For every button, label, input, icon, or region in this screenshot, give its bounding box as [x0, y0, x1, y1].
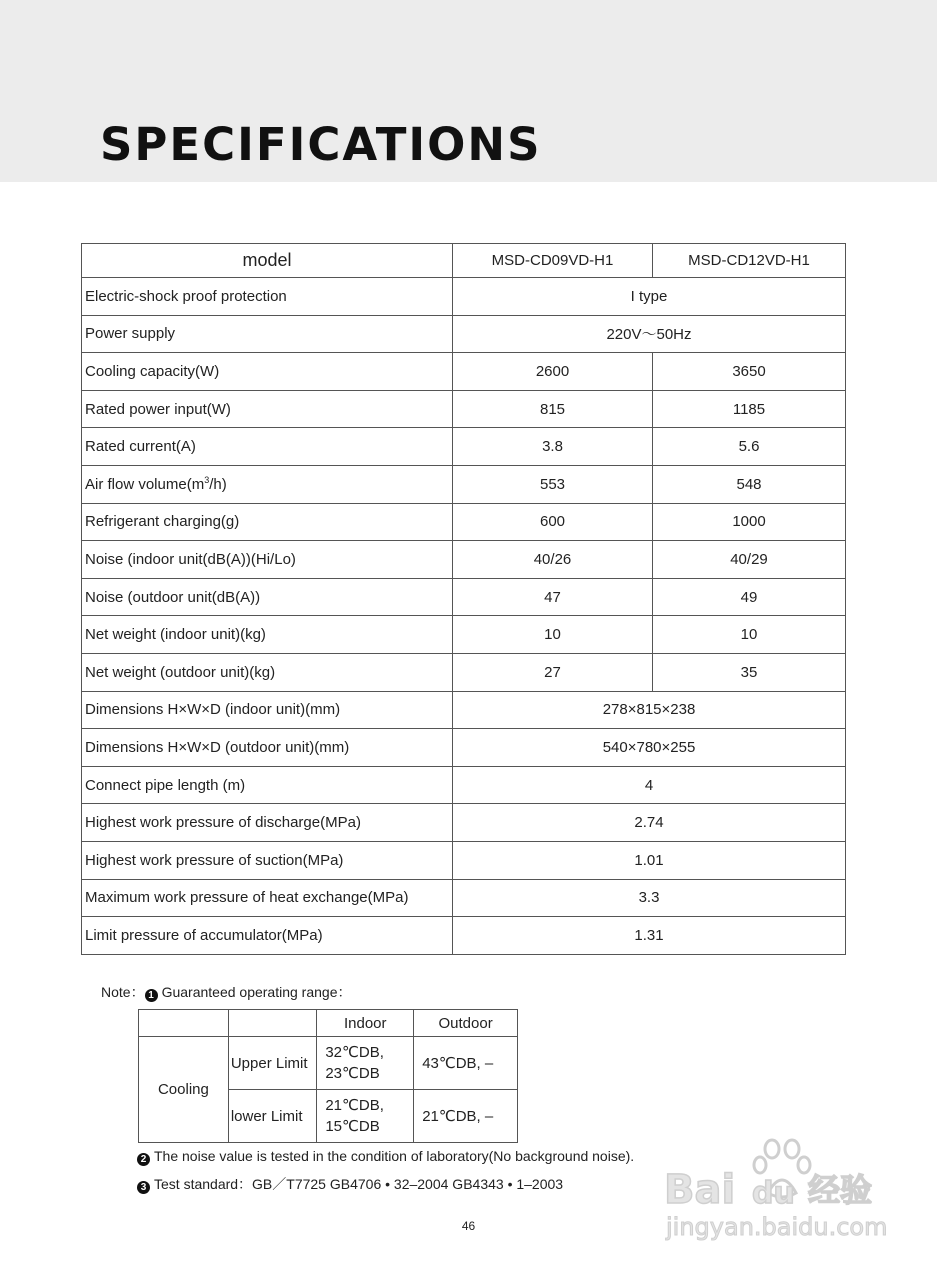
row-label: Net weight (outdoor unit)(kg): [82, 653, 453, 691]
row-value-model1: 553: [453, 465, 653, 503]
operating-range-table: [138, 1009, 518, 1143]
row-value-model2: 1185: [653, 390, 846, 428]
footnote-2: [137, 1148, 634, 1166]
note-marker-1: 1: [145, 989, 158, 1002]
row-value-model1: 3.8: [453, 428, 653, 466]
cooling-label: Cooling: [139, 1037, 229, 1143]
row-value-shared: 3.3: [453, 879, 846, 917]
table-row: [82, 691, 846, 729]
row-value-model1: 600: [453, 503, 653, 541]
row-label: Power supply: [82, 315, 453, 353]
table-row: [82, 503, 846, 541]
row-label: Noise (indoor unit(dB(A))(Hi/Lo): [82, 541, 453, 579]
row-label-part: /h): [209, 476, 227, 494]
lower-indoor-line1: 21℃DB,: [325, 1097, 384, 1114]
row-value-shared: 220V～50Hz: [453, 315, 846, 353]
row-label-superscript: 3: [204, 475, 210, 486]
upper-indoor-line1: 32℃DB,: [325, 1044, 384, 1061]
row-label: Noise (outdoor unit(dB(A)): [82, 578, 453, 616]
table-row: [82, 766, 846, 804]
lower-outdoor-value: 21℃DB, –: [414, 1090, 518, 1143]
range-header-row: [139, 1010, 518, 1037]
lower-indoor-line2: 15℃DB: [325, 1118, 380, 1135]
row-label: Highest work pressure of discharge(MPa): [82, 804, 453, 842]
note-1-text: Guaranteed operating range：: [161, 984, 352, 1000]
row-value-shared: I type: [453, 278, 846, 316]
lower-indoor-value: [317, 1090, 414, 1143]
row-value-shared: 4: [453, 766, 846, 804]
row-label: Cooling capacity(W): [82, 353, 453, 391]
table-row: [82, 879, 846, 917]
row-value-model1: 40/26: [453, 541, 653, 579]
row-label: Maximum work pressure of heat exchange(MPa): [82, 879, 453, 917]
row-value-model2: 40/29: [653, 541, 846, 579]
model1-header: MSD-CD09VD-H1: [453, 244, 653, 278]
table-row: [82, 578, 846, 616]
svg-text:jingyan.baidu.com: jingyan.baidu.com: [666, 1213, 888, 1241]
table-row: [82, 428, 846, 466]
row-value-shared: 2.74: [453, 804, 846, 842]
row-label: Connect pipe length (m): [82, 766, 453, 804]
row-value-model2: 35: [653, 653, 846, 691]
row-label: Refrigerant charging(g): [82, 503, 453, 541]
note-line: [101, 982, 352, 1002]
row-label: [82, 465, 453, 503]
row-label: Dimensions H×W×D (outdoor unit)(mm): [82, 729, 453, 767]
indoor-header: Indoor: [317, 1010, 414, 1037]
row-label: Dimensions H×W×D (indoor unit)(mm): [82, 691, 453, 729]
row-label: Net weight (indoor unit)(kg): [82, 616, 453, 654]
table-row: [82, 917, 846, 955]
upper-outdoor-value: 43℃DB, –: [414, 1037, 518, 1090]
row-value-model2: 49: [653, 578, 846, 616]
note-marker-2: 2: [137, 1153, 150, 1166]
range-header-empty-2: [228, 1010, 317, 1037]
upper-limit-label: Upper Limit: [228, 1037, 317, 1090]
svg-text:du: du: [752, 1176, 795, 1211]
svg-text:经验: 经验: [808, 1171, 873, 1209]
table-row: [82, 841, 846, 879]
row-value-model1: 27: [453, 653, 653, 691]
row-value-model1: 2600: [453, 353, 653, 391]
table-row: [82, 278, 846, 316]
table-row: [82, 390, 846, 428]
note-2-text: The noise value is tested in the condition of laboratory(No background noise).: [154, 1148, 635, 1164]
row-label: Limit pressure of accumulator(MPa): [82, 917, 453, 955]
note-3-text: Test standard：GB／T7725 GB4706 • 32–2004 GB4343 • 1–2003: [154, 1176, 564, 1192]
row-label: Rated current(A): [82, 428, 453, 466]
specifications-table: [81, 243, 846, 955]
table-row: [82, 353, 846, 391]
row-label: Electric-shock proof protection: [82, 278, 453, 316]
table-row: [82, 729, 846, 767]
row-value-model1: 815: [453, 390, 653, 428]
row-value-model1: 47: [453, 578, 653, 616]
table-row: [82, 465, 846, 503]
table-row: [82, 616, 846, 654]
row-label: Highest work pressure of suction(MPa): [82, 841, 453, 879]
page-number: 46: [461, 1219, 476, 1233]
baidu-watermark-logo: [660, 1135, 890, 1245]
row-value-shared: 278×815×238: [453, 691, 846, 729]
note-prefix: Note：: [101, 984, 145, 1000]
row-value-shared: 1.01: [453, 841, 846, 879]
row-value-model2: 10: [653, 616, 846, 654]
table-row: [82, 541, 846, 579]
row-value-model2: 1000: [653, 503, 846, 541]
outdoor-header: Outdoor: [414, 1010, 518, 1037]
row-value-shared: 540×780×255: [453, 729, 846, 767]
row-label: Rated power input(W): [82, 390, 453, 428]
note-marker-3: 3: [137, 1181, 150, 1194]
model-header: model: [82, 244, 453, 278]
table-row: [82, 653, 846, 691]
table-row: [82, 804, 846, 842]
upper-indoor-line2: 23℃DB: [325, 1065, 380, 1082]
page-title: SPECIFICATIONS: [100, 118, 542, 171]
upper-limit-row: [139, 1037, 518, 1090]
table-row: [82, 315, 846, 353]
svg-text:Bai: Bai: [664, 1167, 736, 1213]
row-value-model2: 3650: [653, 353, 846, 391]
model2-header: MSD-CD12VD-H1: [653, 244, 846, 278]
row-label-part: Air flow volume(m: [85, 476, 205, 494]
upper-indoor-value: [317, 1037, 414, 1090]
table-header-row: [82, 244, 846, 278]
lower-limit-label: lower Limit: [228, 1090, 317, 1143]
row-value-model2: 5.6: [653, 428, 846, 466]
row-value-model1: 10: [453, 616, 653, 654]
footnote-3: [137, 1174, 563, 1194]
row-value-model2: 548: [653, 465, 846, 503]
row-value-shared: 1.31: [453, 917, 846, 955]
range-header-empty-1: [139, 1010, 229, 1037]
